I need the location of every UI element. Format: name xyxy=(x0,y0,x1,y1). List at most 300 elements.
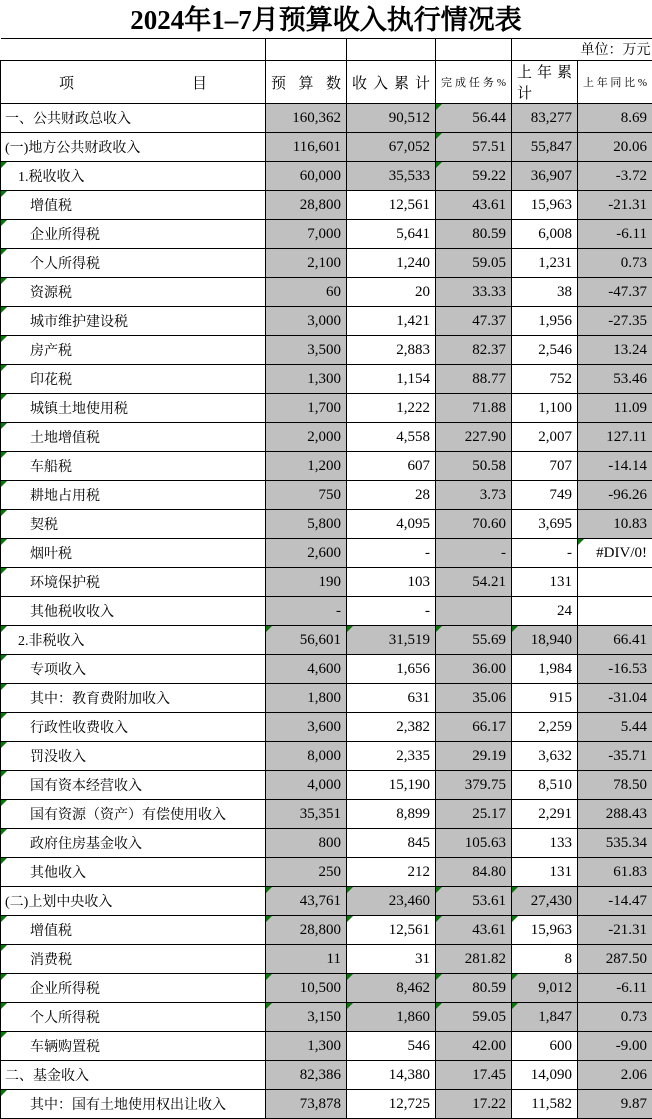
prev-cell xyxy=(512,133,578,162)
actual-value: - xyxy=(425,545,430,561)
prev-cell xyxy=(512,713,578,742)
table-row xyxy=(1,568,652,597)
item-label: 其中：教育费附加收入 xyxy=(30,692,170,707)
error-indicator-icon xyxy=(1,742,7,748)
error-indicator-icon xyxy=(1,684,7,690)
prev-value: 915 xyxy=(550,690,573,706)
actual-value: 28 xyxy=(415,487,430,503)
prev-value: 55,847 xyxy=(531,139,572,155)
actual-value: 12,725 xyxy=(389,1096,430,1112)
item-label: 行政性收费收入 xyxy=(30,721,128,736)
error-indicator-icon xyxy=(1,568,7,574)
error-indicator-icon xyxy=(266,974,272,980)
prev-cell xyxy=(512,394,578,423)
item-cell xyxy=(1,655,266,684)
pct-cell xyxy=(436,278,512,307)
budget-cell xyxy=(266,713,347,742)
item-cell xyxy=(1,394,266,423)
prev-cell xyxy=(512,800,578,829)
budget-cell xyxy=(266,684,347,713)
actual-cell xyxy=(347,684,436,713)
actual-value: 2,382 xyxy=(396,719,430,735)
prev-cell xyxy=(512,916,578,945)
error-indicator-icon xyxy=(1,858,7,864)
yoy-cell xyxy=(578,916,652,945)
yoy-cell xyxy=(578,858,652,887)
actual-cell xyxy=(347,568,436,597)
pct-value: 43.61 xyxy=(472,922,506,938)
item-cell xyxy=(1,278,266,307)
actual-value: 1,154 xyxy=(396,371,430,387)
pct-cell xyxy=(436,858,512,887)
table-row xyxy=(1,626,652,655)
pct-cell xyxy=(436,713,512,742)
unit-row-spacer xyxy=(1,39,266,61)
yoy-value: -6.11 xyxy=(616,980,647,996)
budget-cell xyxy=(266,568,347,597)
pct-cell xyxy=(436,974,512,1003)
item-label: 城镇土地使用税 xyxy=(30,402,128,417)
table-row xyxy=(1,945,652,974)
item-cell xyxy=(1,1032,266,1061)
pct-value: 56.44 xyxy=(472,110,506,126)
budget-cell xyxy=(266,539,347,568)
error-indicator-icon xyxy=(512,626,518,632)
item-cell xyxy=(1,481,266,510)
budget-value: 190 xyxy=(319,574,342,590)
pct-value: 71.88 xyxy=(472,400,506,416)
error-indicator-icon xyxy=(1,800,7,806)
item-label: 增值税 xyxy=(30,199,72,214)
table-row xyxy=(1,713,652,742)
item-label: 专项收入 xyxy=(30,663,86,678)
prev-cell xyxy=(512,1061,578,1090)
prev-cell xyxy=(512,974,578,1003)
item-cell xyxy=(1,104,266,133)
error-indicator-icon xyxy=(436,887,442,893)
prev-value: 9,012 xyxy=(538,980,572,996)
table-row xyxy=(1,162,652,191)
actual-value: 103 xyxy=(408,574,431,590)
pct-cell xyxy=(436,423,512,452)
unit-note: 单位：万元 xyxy=(512,39,652,61)
item-label: 个人所得税 xyxy=(30,1011,100,1026)
table-row xyxy=(1,597,652,626)
item-label: 国有资本经营收入 xyxy=(30,779,142,794)
table-row xyxy=(1,307,652,336)
yoy-cell xyxy=(578,626,652,655)
budget-value: 1,300 xyxy=(307,371,341,387)
yoy-cell xyxy=(578,104,652,133)
budget-value: 82,386 xyxy=(300,1067,341,1083)
table-row xyxy=(1,336,652,365)
table-row xyxy=(1,684,652,713)
pct-cell xyxy=(436,800,512,829)
table-row xyxy=(1,829,652,858)
actual-value: 20 xyxy=(415,284,430,300)
error-indicator-icon xyxy=(1,452,7,458)
actual-value: 546 xyxy=(408,1038,431,1054)
error-indicator-icon xyxy=(347,916,353,922)
actual-cell xyxy=(347,974,436,1003)
budget-cell xyxy=(266,626,347,655)
error-indicator-icon xyxy=(512,1003,518,1009)
prev-value: 36,907 xyxy=(531,168,572,184)
budget-cell xyxy=(266,829,347,858)
yoy-value: 13.24 xyxy=(613,342,647,358)
table-row xyxy=(1,539,652,568)
pct-cell xyxy=(436,945,512,974)
error-indicator-icon xyxy=(512,974,518,980)
actual-cell xyxy=(347,1061,436,1090)
budget-value: 35,351 xyxy=(300,806,341,822)
error-indicator-icon xyxy=(1,1032,7,1038)
yoy-value: 0.73 xyxy=(621,1009,647,1025)
error-indicator-icon xyxy=(436,133,442,139)
prev-value: 1,956 xyxy=(538,313,572,329)
report-title: 2024年1–7月预算收入执行情况表 xyxy=(0,0,652,38)
budget-value: 2,100 xyxy=(307,255,341,271)
actual-cell xyxy=(347,481,436,510)
actual-value: 2,883 xyxy=(396,342,430,358)
pct-value: 43.61 xyxy=(472,197,506,213)
pct-value: 47.37 xyxy=(472,313,506,329)
pct-value: 29.19 xyxy=(472,748,506,764)
yoy-value: 10.83 xyxy=(613,516,647,532)
error-indicator-icon xyxy=(436,916,442,922)
pct-cell xyxy=(436,452,512,481)
item-label: (一)地方公共财政收入 xyxy=(5,141,140,156)
pct-value: 42.00 xyxy=(472,1038,506,1054)
item-cell xyxy=(1,220,266,249)
pct-cell xyxy=(436,684,512,713)
item-label: 2.非税收入 xyxy=(18,634,85,649)
budget-cell xyxy=(266,510,347,539)
budget-cell xyxy=(266,220,347,249)
prev-cell xyxy=(512,307,578,336)
item-cell xyxy=(1,742,266,771)
budget-cell xyxy=(266,365,347,394)
prev-value: 1,847 xyxy=(538,1009,572,1025)
yoy-value: -14.14 xyxy=(608,458,647,474)
prev-cell xyxy=(512,104,578,133)
yoy-value: 2.06 xyxy=(621,1067,647,1083)
prev-cell xyxy=(512,1090,578,1119)
pct-value: 53.61 xyxy=(472,893,506,909)
pct-cell xyxy=(436,597,512,626)
prev-value: 2,291 xyxy=(538,806,572,822)
table-row xyxy=(1,742,652,771)
error-indicator-icon xyxy=(436,626,442,632)
budget-value: 11 xyxy=(327,951,341,967)
table-row xyxy=(1,771,652,800)
table-body xyxy=(1,104,652,1119)
col-header-item: 项目 xyxy=(1,61,266,104)
yoy-cell xyxy=(578,742,652,771)
pct-cell xyxy=(436,829,512,858)
error-indicator-icon xyxy=(266,626,272,632)
budget-value: 4,000 xyxy=(307,777,341,793)
error-indicator-icon xyxy=(436,1003,442,1009)
actual-cell xyxy=(347,1032,436,1061)
pct-value: 82.37 xyxy=(472,342,506,358)
pct-cell xyxy=(436,394,512,423)
prev-value: 1,100 xyxy=(538,400,572,416)
actual-cell xyxy=(347,800,436,829)
yoy-value: -14.47 xyxy=(608,893,647,909)
error-indicator-icon xyxy=(266,1003,272,1009)
prev-cell xyxy=(512,423,578,452)
prev-cell xyxy=(512,887,578,916)
item-label: 消费税 xyxy=(30,953,72,968)
budget-cell xyxy=(266,742,347,771)
actual-value: 2,335 xyxy=(396,748,430,764)
yoy-cell xyxy=(578,800,652,829)
budget-cell xyxy=(266,191,347,220)
budget-cell xyxy=(266,423,347,452)
prev-cell xyxy=(512,452,578,481)
item-cell xyxy=(1,539,266,568)
prev-value: 707 xyxy=(550,458,573,474)
pct-value: 105.63 xyxy=(465,835,506,851)
actual-cell xyxy=(347,336,436,365)
yoy-value: 53.46 xyxy=(613,371,647,387)
error-indicator-icon xyxy=(347,887,353,893)
table-row xyxy=(1,249,652,278)
actual-value: 8,899 xyxy=(396,806,430,822)
table-row xyxy=(1,800,652,829)
item-cell xyxy=(1,336,266,365)
actual-value: 1,656 xyxy=(396,661,430,677)
budget-value: 1,200 xyxy=(307,458,341,474)
budget-value: 60 xyxy=(326,284,341,300)
yoy-cell xyxy=(578,1003,652,1032)
unit-row-spacer xyxy=(347,39,436,61)
yoy-value: 535.34 xyxy=(606,835,647,851)
item-cell xyxy=(1,568,266,597)
actual-value: 1,421 xyxy=(396,313,430,329)
pct-cell xyxy=(436,1090,512,1119)
budget-value: 28,800 xyxy=(300,197,341,213)
item-label: (二)上划中央收入 xyxy=(5,895,112,910)
prev-value: 6,008 xyxy=(538,226,572,242)
error-indicator-icon xyxy=(1,771,7,777)
yoy-cell xyxy=(578,1090,652,1119)
item-label: 个人所得税 xyxy=(30,257,100,272)
actual-cell xyxy=(347,104,436,133)
budget-value: 43,761 xyxy=(300,893,341,909)
budget-value: 250 xyxy=(319,864,342,880)
item-cell xyxy=(1,162,266,191)
prev-cell xyxy=(512,481,578,510)
pct-cell xyxy=(436,510,512,539)
yoy-value: 66.41 xyxy=(613,632,647,648)
item-label: 二、基金收入 xyxy=(5,1069,89,1084)
error-indicator-icon xyxy=(1,1090,7,1096)
error-indicator-icon xyxy=(1,974,7,980)
error-indicator-icon xyxy=(347,1003,353,1009)
pct-value: 17.22 xyxy=(472,1096,506,1112)
prev-value: 11,582 xyxy=(531,1096,572,1112)
pct-cell xyxy=(436,104,512,133)
actual-value: 90,512 xyxy=(389,110,430,126)
table-row xyxy=(1,104,652,133)
yoy-cell xyxy=(578,481,652,510)
item-cell xyxy=(1,684,266,713)
actual-cell xyxy=(347,1003,436,1032)
prev-cell xyxy=(512,191,578,220)
pct-cell xyxy=(436,481,512,510)
yoy-cell xyxy=(578,278,652,307)
col-header-budget: 预算数 xyxy=(266,61,347,104)
budget-cell xyxy=(266,481,347,510)
yoy-value: -6.11 xyxy=(616,226,647,242)
pct-value: 70.60 xyxy=(472,516,506,532)
error-indicator-icon xyxy=(1,365,7,371)
yoy-value: 287.50 xyxy=(606,951,647,967)
actual-cell xyxy=(347,191,436,220)
yoy-cell xyxy=(578,568,652,597)
col-header-yoy: 上年同比% xyxy=(578,61,652,104)
budget-cell xyxy=(266,452,347,481)
prev-cell xyxy=(512,568,578,597)
item-label: 资源税 xyxy=(30,286,72,301)
yoy-cell xyxy=(578,684,652,713)
yoy-cell xyxy=(578,423,652,452)
pct-value: 227.90 xyxy=(465,429,506,445)
prev-cell xyxy=(512,655,578,684)
actual-value: 607 xyxy=(408,458,431,474)
budget-cell xyxy=(266,1090,347,1119)
table-row xyxy=(1,1061,652,1090)
pct-cell xyxy=(436,655,512,684)
actual-cell xyxy=(347,307,436,336)
yoy-value: -21.31 xyxy=(608,922,647,938)
table-row xyxy=(1,133,652,162)
prev-value: 1,984 xyxy=(538,661,572,677)
budget-cell xyxy=(266,336,347,365)
budget-value: 116,601 xyxy=(293,139,341,155)
unit-note-row xyxy=(1,39,652,61)
actual-value: 31 xyxy=(415,951,430,967)
budget-cell xyxy=(266,800,347,829)
item-cell xyxy=(1,1061,266,1090)
pct-value: 17.45 xyxy=(472,1067,506,1083)
yoy-value: #DIV/0! xyxy=(596,545,647,561)
item-label: 国有资源（资产）有偿使用收入 xyxy=(30,808,226,823)
col-header-pct: 完成任务% xyxy=(436,61,512,104)
error-indicator-icon xyxy=(1,394,7,400)
error-indicator-icon xyxy=(1,278,7,284)
pct-value: 50.58 xyxy=(472,458,506,474)
yoy-cell xyxy=(578,452,652,481)
unit-row-spacer xyxy=(436,39,512,61)
yoy-cell xyxy=(578,1032,652,1061)
actual-value: 31,519 xyxy=(389,632,430,648)
error-indicator-icon xyxy=(347,626,353,632)
prev-cell xyxy=(512,1003,578,1032)
yoy-cell xyxy=(578,365,652,394)
budget-cell xyxy=(266,771,347,800)
table-row xyxy=(1,510,652,539)
budget-value: 10,500 xyxy=(300,980,341,996)
table-row xyxy=(1,220,652,249)
prev-cell xyxy=(512,336,578,365)
actual-cell xyxy=(347,771,436,800)
budget-value: 1,700 xyxy=(307,400,341,416)
budget-cell xyxy=(266,133,347,162)
item-label: 印花税 xyxy=(30,373,72,388)
prev-value: 38 xyxy=(557,284,572,300)
budget-cell xyxy=(266,655,347,684)
prev-value: 2,546 xyxy=(538,342,572,358)
actual-cell xyxy=(347,655,436,684)
actual-cell xyxy=(347,945,436,974)
error-indicator-icon xyxy=(1,220,7,226)
item-label: 耕地占用税 xyxy=(30,489,100,504)
table-row xyxy=(1,481,652,510)
budget-cell xyxy=(266,887,347,916)
yoy-cell xyxy=(578,162,652,191)
error-indicator-icon xyxy=(266,887,272,893)
prev-value: 749 xyxy=(550,487,573,503)
actual-value: - xyxy=(425,603,430,619)
item-cell xyxy=(1,307,266,336)
item-cell xyxy=(1,771,266,800)
pct-value: 66.17 xyxy=(472,719,506,735)
prev-cell xyxy=(512,829,578,858)
pct-cell xyxy=(436,133,512,162)
item-label: 增值税 xyxy=(30,924,72,939)
prev-cell xyxy=(512,220,578,249)
item-cell xyxy=(1,713,266,742)
budget-cell xyxy=(266,104,347,133)
prev-value: 131 xyxy=(550,574,573,590)
yoy-cell xyxy=(578,510,652,539)
error-indicator-icon xyxy=(1,1003,7,1009)
actual-cell xyxy=(347,220,436,249)
actual-cell xyxy=(347,510,436,539)
yoy-cell xyxy=(578,945,652,974)
budget-value: 160,362 xyxy=(292,110,341,126)
yoy-value: -35.71 xyxy=(608,748,647,764)
yoy-value: 20.06 xyxy=(613,139,647,155)
item-label: 政府住房基金收入 xyxy=(30,837,142,852)
error-indicator-icon xyxy=(1,510,7,516)
pct-cell xyxy=(436,742,512,771)
actual-cell xyxy=(347,539,436,568)
pct-cell xyxy=(436,1003,512,1032)
prev-value: 15,963 xyxy=(531,197,572,213)
item-cell xyxy=(1,510,266,539)
error-indicator-icon xyxy=(1,307,7,313)
actual-value: 23,460 xyxy=(389,893,430,909)
yoy-value: -27.35 xyxy=(608,313,647,329)
actual-cell xyxy=(347,887,436,916)
yoy-value: 288.43 xyxy=(606,806,647,822)
item-cell xyxy=(1,800,266,829)
actual-cell xyxy=(347,713,436,742)
yoy-cell xyxy=(578,1061,652,1090)
table-row xyxy=(1,278,652,307)
error-indicator-icon xyxy=(1,945,7,951)
actual-cell xyxy=(347,1090,436,1119)
pct-cell xyxy=(436,887,512,916)
item-label: 企业所得税 xyxy=(30,982,100,997)
pct-value: 25.17 xyxy=(472,806,506,822)
yoy-cell xyxy=(578,307,652,336)
pct-value: 281.82 xyxy=(465,951,506,967)
